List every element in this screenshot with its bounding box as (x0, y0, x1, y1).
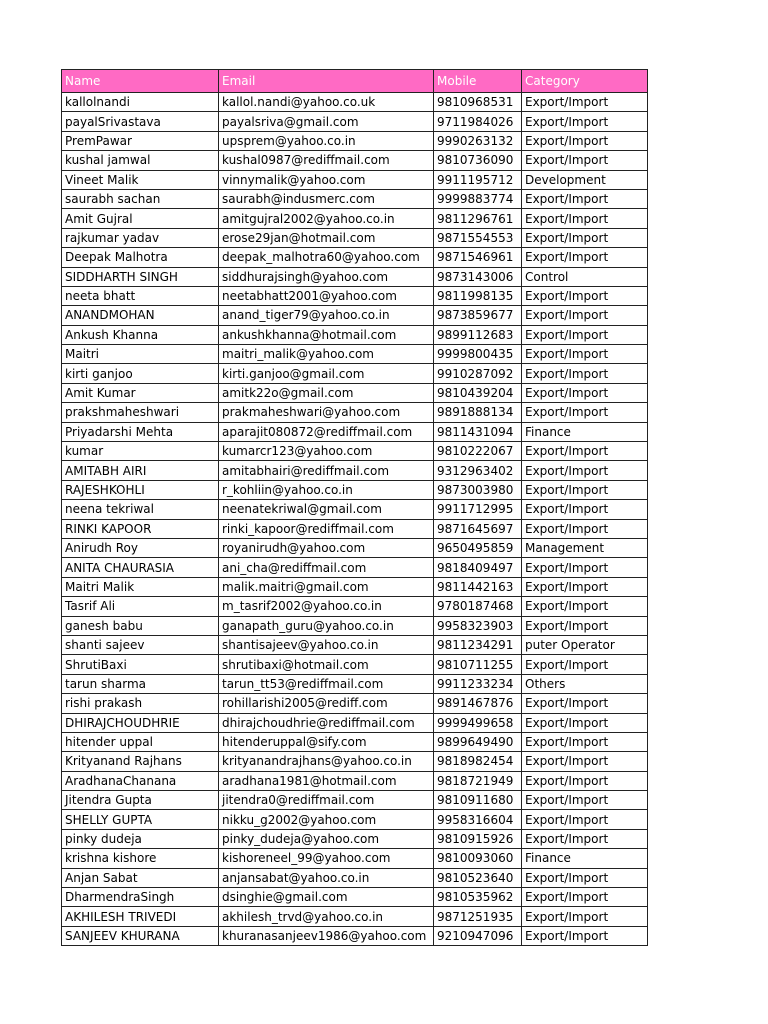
cell-category: Export/Import (522, 112, 648, 131)
table-row (62, 403, 648, 422)
cell-name: pinky dudeja (62, 829, 219, 848)
cell-email: amitgujral2002@yahoo.co.in (219, 209, 434, 228)
cell-name: rishi prakash (62, 694, 219, 713)
cell-mobile: 9210947096 (434, 926, 522, 945)
table-row (62, 674, 648, 693)
cell-mobile: 9811296761 (434, 209, 522, 228)
table-row (62, 558, 648, 577)
cell-email: hitenderuppal@sify.com (219, 732, 434, 751)
cell-mobile: 9711984026 (434, 112, 522, 131)
cell-name: Maitri (62, 345, 219, 364)
cell-email: krityanandrajhans@yahoo.co.in (219, 752, 434, 771)
cell-email: rinki_kapoor@rediffmail.com (219, 519, 434, 538)
cell-category: Export/Import (522, 829, 648, 848)
cell-mobile: 9810222067 (434, 442, 522, 461)
cell-email: nikku_g2002@yahoo.com (219, 810, 434, 829)
cell-mobile: 9891888134 (434, 403, 522, 422)
table-row (62, 248, 648, 267)
cell-email: royanirudh@yahoo.com (219, 538, 434, 557)
cell-category: Export/Import (522, 771, 648, 790)
cell-mobile: 9811998135 (434, 286, 522, 305)
header-mobile: Mobile (434, 70, 522, 93)
cell-mobile: 9811431094 (434, 422, 522, 441)
table-row (62, 752, 648, 771)
cell-name: kushal jamwal (62, 151, 219, 170)
cell-name: AMITABH AIRI (62, 461, 219, 480)
cell-email: rohillarishi2005@rediff.com (219, 694, 434, 713)
table-row (62, 694, 648, 713)
cell-category: Export/Import (522, 93, 648, 112)
cell-name: shanti sajeev (62, 635, 219, 654)
cell-mobile: 9871251935 (434, 907, 522, 926)
table-row (62, 926, 648, 945)
cell-mobile: 9999883774 (434, 189, 522, 208)
table-row (62, 519, 648, 538)
contacts-table (61, 69, 648, 946)
table-row (62, 461, 648, 480)
cell-name: kirti ganjoo (62, 364, 219, 383)
cell-mobile: 9990263132 (434, 131, 522, 150)
table-row (62, 189, 648, 208)
cell-email: neetabhatt2001@yahoo.com (219, 286, 434, 305)
table-row (62, 888, 648, 907)
table-row (62, 907, 648, 926)
cell-category: Export/Import (522, 868, 648, 887)
cell-category: Export/Import (522, 694, 648, 713)
cell-category: Export/Import (522, 616, 648, 635)
cell-category: Export/Import (522, 558, 648, 577)
cell-mobile: 9818721949 (434, 771, 522, 790)
cell-mobile: 9810439204 (434, 383, 522, 402)
table-row (62, 500, 648, 519)
cell-name: krishna kishore (62, 849, 219, 868)
table-row (62, 480, 648, 499)
cell-mobile: 9871645697 (434, 519, 522, 538)
cell-mobile: 9810711255 (434, 655, 522, 674)
cell-category: Export/Import (522, 286, 648, 305)
cell-email: vinnymalik@yahoo.com (219, 170, 434, 189)
table-row (62, 151, 648, 170)
table-row (62, 616, 648, 635)
cell-email: ganapath_guru@yahoo.co.in (219, 616, 434, 635)
cell-email: aradhana1981@hotmail.com (219, 771, 434, 790)
header-name: Name (62, 70, 219, 93)
table-row (62, 577, 648, 596)
cell-mobile: 9811234291 (434, 635, 522, 654)
table-row (62, 597, 648, 616)
header-row (62, 70, 648, 93)
cell-mobile: 9873003980 (434, 480, 522, 499)
cell-email: erose29jan@hotmail.com (219, 228, 434, 247)
cell-mobile: 9810968531 (434, 93, 522, 112)
cell-name: kumar (62, 442, 219, 461)
cell-mobile: 9958323903 (434, 616, 522, 635)
cell-category: Export/Import (522, 597, 648, 616)
cell-name: SANJEEV KHURANA (62, 926, 219, 945)
cell-category: Export/Import (522, 306, 648, 325)
cell-name: ANANDMOHAN (62, 306, 219, 325)
header-email: Email (219, 70, 434, 93)
cell-category: Export/Import (522, 907, 648, 926)
table-row (62, 655, 648, 674)
cell-category: Export/Import (522, 209, 648, 228)
cell-email: payalsriva@gmail.com (219, 112, 434, 131)
cell-category: Export/Import (522, 500, 648, 519)
cell-category: Export/Import (522, 325, 648, 344)
table-body (62, 93, 648, 946)
cell-mobile: 9810523640 (434, 868, 522, 887)
cell-mobile: 9810535962 (434, 888, 522, 907)
cell-name: Amit Kumar (62, 383, 219, 402)
cell-mobile: 9650495859 (434, 538, 522, 557)
cell-email: tarun_tt53@rediffmail.com (219, 674, 434, 693)
cell-category: Export/Import (522, 189, 648, 208)
table-row (62, 791, 648, 810)
cell-name: DharmendraSingh (62, 888, 219, 907)
cell-name: rajkumar yadav (62, 228, 219, 247)
cell-mobile: 9899112683 (434, 325, 522, 344)
cell-email: akhilesh_trvd@yahoo.co.in (219, 907, 434, 926)
cell-email: khuranasanjeev1986@yahoo.com (219, 926, 434, 945)
cell-mobile: 9891467876 (434, 694, 522, 713)
table-row (62, 829, 648, 848)
table-row (62, 325, 648, 344)
cell-name: ShrutiBaxi (62, 655, 219, 674)
cell-name: tarun sharma (62, 674, 219, 693)
cell-category: Export/Import (522, 519, 648, 538)
table-row (62, 713, 648, 732)
cell-name: PremPawar (62, 131, 219, 150)
cell-category: Finance (522, 422, 648, 441)
cell-category: Control (522, 267, 648, 286)
cell-email: pinky_dudeja@yahoo.com (219, 829, 434, 848)
table-row (62, 267, 648, 286)
cell-email: shrutibaxi@hotmail.com (219, 655, 434, 674)
cell-email: ankushkhanna@hotmail.com (219, 325, 434, 344)
cell-email: neenatekriwal@gmail.com (219, 500, 434, 519)
table-row (62, 228, 648, 247)
cell-email: malik.maitri@gmail.com (219, 577, 434, 596)
table-row (62, 209, 648, 228)
cell-category: Export/Import (522, 732, 648, 751)
cell-name: SHELLY GUPTA (62, 810, 219, 829)
table-row (62, 442, 648, 461)
cell-category: Export/Import (522, 442, 648, 461)
cell-mobile: 9911195712 (434, 170, 522, 189)
cell-mobile: 9818982454 (434, 752, 522, 771)
cell-category: Export/Import (522, 810, 648, 829)
cell-email: kumarcr123@yahoo.com (219, 442, 434, 461)
cell-name: Deepak Malhotra (62, 248, 219, 267)
cell-mobile: 9911712995 (434, 500, 522, 519)
cell-category: Others (522, 674, 648, 693)
cell-email: dsinghie@gmail.com (219, 888, 434, 907)
cell-name: AradhanaChanana (62, 771, 219, 790)
table-row (62, 93, 648, 112)
cell-mobile: 9312963402 (434, 461, 522, 480)
cell-email: amitk22o@gmail.com (219, 383, 434, 402)
cell-name: AKHILESH TRIVEDI (62, 907, 219, 926)
cell-name: ganesh babu (62, 616, 219, 635)
cell-name: Tasrif Ali (62, 597, 219, 616)
cell-mobile: 9958316604 (434, 810, 522, 829)
cell-category: Export/Import (522, 713, 648, 732)
cell-name: SIDDHARTH SINGH (62, 267, 219, 286)
cell-email: saurabh@indusmerc.com (219, 189, 434, 208)
cell-category: Export/Import (522, 228, 648, 247)
cell-name: Krityanand Rajhans (62, 752, 219, 771)
table-row (62, 131, 648, 150)
cell-email: prakmaheshwari@yahoo.com (219, 403, 434, 422)
cell-email: kishoreneel_99@yahoo.com (219, 849, 434, 868)
cell-category: Export/Import (522, 403, 648, 422)
cell-name: prakshmaheshwari (62, 403, 219, 422)
cell-category: Export/Import (522, 791, 648, 810)
table-row (62, 306, 648, 325)
cell-mobile: 9999499658 (434, 713, 522, 732)
cell-name: kallolnandi (62, 93, 219, 112)
cell-category: puter Operator (522, 635, 648, 654)
cell-email: ani_cha@rediffmail.com (219, 558, 434, 577)
cell-mobile: 9871546961 (434, 248, 522, 267)
table-row (62, 810, 648, 829)
cell-name: neeta bhatt (62, 286, 219, 305)
cell-name: DHIRAJCHOUDHRIE (62, 713, 219, 732)
cell-name: Anjan Sabat (62, 868, 219, 887)
cell-mobile: 9873859677 (434, 306, 522, 325)
cell-name: Maitri Malik (62, 577, 219, 596)
cell-name: payalSrivastava (62, 112, 219, 131)
cell-mobile: 9999800435 (434, 345, 522, 364)
cell-email: upsprem@yahoo.co.in (219, 131, 434, 150)
cell-name: Vineet Malik (62, 170, 219, 189)
cell-category: Export/Import (522, 577, 648, 596)
table-row (62, 849, 648, 868)
cell-email: jitendra0@rediffmail.com (219, 791, 434, 810)
cell-mobile: 9780187468 (434, 597, 522, 616)
table-row (62, 364, 648, 383)
cell-mobile: 9911233234 (434, 674, 522, 693)
cell-name: neena tekriwal (62, 500, 219, 519)
table-row (62, 771, 648, 790)
cell-category: Finance (522, 849, 648, 868)
cell-name: ANITA CHAURASIA (62, 558, 219, 577)
cell-category: Export/Import (522, 480, 648, 499)
cell-name: Anirudh Roy (62, 538, 219, 557)
cell-category: Export/Import (522, 383, 648, 402)
cell-category: Export/Import (522, 131, 648, 150)
cell-email: siddhurajsingh@yahoo.com (219, 267, 434, 286)
cell-email: kushal0987@rediffmail.com (219, 151, 434, 170)
table-row (62, 170, 648, 189)
cell-email: maitri_malik@yahoo.com (219, 345, 434, 364)
cell-category: Export/Import (522, 926, 648, 945)
cell-email: amitabhairi@rediffmail.com (219, 461, 434, 480)
cell-mobile: 9811442163 (434, 577, 522, 596)
table-row (62, 538, 648, 557)
cell-category: Development (522, 170, 648, 189)
cell-name: Ankush Khanna (62, 325, 219, 344)
cell-name: Priyadarshi Mehta (62, 422, 219, 441)
cell-mobile: 9818409497 (434, 558, 522, 577)
cell-email: kallol.nandi@yahoo.co.uk (219, 93, 434, 112)
cell-name: RINKI KAPOOR (62, 519, 219, 538)
cell-email: shantisajeev@yahoo.co.in (219, 635, 434, 654)
cell-name: saurabh sachan (62, 189, 219, 208)
cell-mobile: 9873143006 (434, 267, 522, 286)
cell-name: Amit Gujral (62, 209, 219, 228)
cell-mobile: 9810736090 (434, 151, 522, 170)
table-row (62, 732, 648, 751)
cell-category: Export/Import (522, 655, 648, 674)
cell-mobile: 9810911680 (434, 791, 522, 810)
cell-email: m_tasrif2002@yahoo.co.in (219, 597, 434, 616)
cell-name: Jitendra Gupta (62, 791, 219, 810)
cell-email: aparajit080872@rediffmail.com (219, 422, 434, 441)
table-row (62, 286, 648, 305)
cell-mobile: 9871554553 (434, 228, 522, 247)
table-row (62, 345, 648, 364)
cell-name: RAJESHKOHLI (62, 480, 219, 499)
table-row (62, 422, 648, 441)
cell-mobile: 9810093060 (434, 849, 522, 868)
cell-category: Export/Import (522, 248, 648, 267)
cell-email: kirti.ganjoo@gmail.com (219, 364, 434, 383)
cell-mobile: 9910287092 (434, 364, 522, 383)
header-category: Category (522, 70, 648, 93)
cell-mobile: 9810915926 (434, 829, 522, 848)
cell-category: Export/Import (522, 461, 648, 480)
cell-category: Export/Import (522, 345, 648, 364)
cell-email: r_kohliin@yahoo.co.in (219, 480, 434, 499)
cell-email: anand_tiger79@yahoo.co.in (219, 306, 434, 325)
table-row (62, 112, 648, 131)
table-row (62, 868, 648, 887)
table-row (62, 635, 648, 654)
cell-email: dhirajchoudhrie@rediffmail.com (219, 713, 434, 732)
cell-mobile: 9899649490 (434, 732, 522, 751)
cell-name: hitender uppal (62, 732, 219, 751)
cell-category: Export/Import (522, 888, 648, 907)
cell-category: Management (522, 538, 648, 557)
cell-category: Export/Import (522, 151, 648, 170)
cell-category: Export/Import (522, 364, 648, 383)
cell-email: anjansabat@yahoo.co.in (219, 868, 434, 887)
cell-email: deepak_malhotra60@yahoo.com (219, 248, 434, 267)
cell-category: Export/Import (522, 752, 648, 771)
table-row (62, 383, 648, 402)
